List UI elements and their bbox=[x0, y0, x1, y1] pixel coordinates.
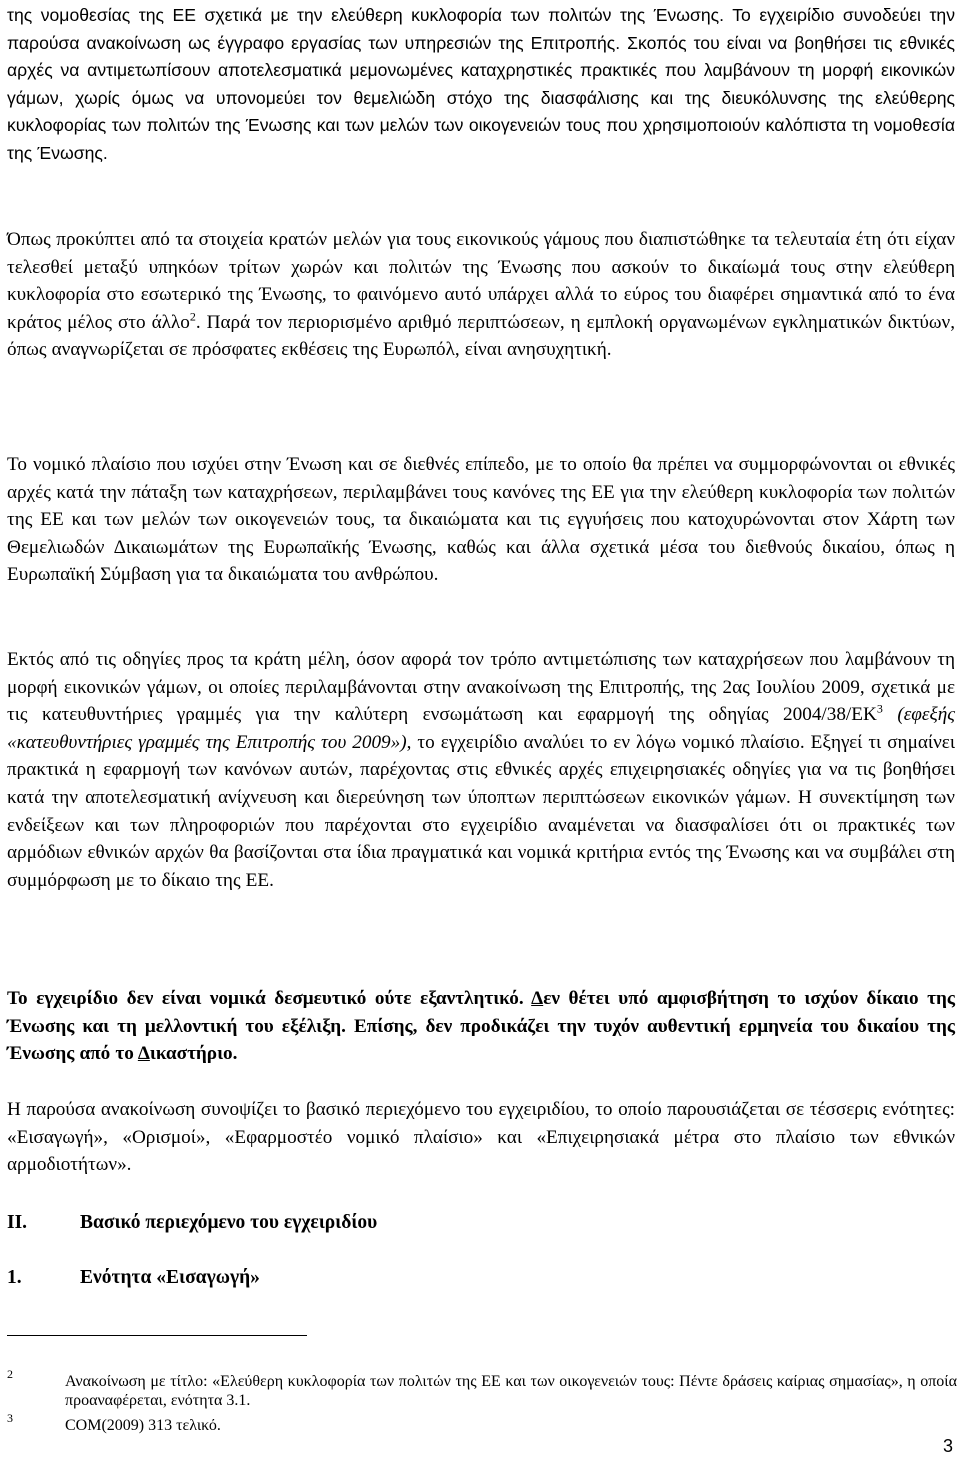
paragraph-3-text-a: Εκτός από τις οδηγίες προς τα κράτη μέλη, όσον αφορά τον τρόπο αντιμετώπισης των καταχρήσεων που λαμβάνουν τη μορφή εικονικών γάμων, οι οποίες περιλαμβάνονται στην ανακοίνωση της Επιτροπής, της 2ας Ιουλίου 2009, σχετικά με τις κατευθυντήριες γραμμές για την καλύτερη ενσωμάτωση και εφαρμογή της οδηγίας 2004/38/ΕΚ bbox=[7, 649, 955, 726]
section-heading-ii-title: Βασικό περιεχόμενο του εγχειριδίου bbox=[80, 1212, 378, 1233]
section-heading-1-number: 1. bbox=[7, 1267, 22, 1288]
paragraph-4-text-b: εν θέτει υπό αμφισβήτηση το ισχύον δίκαιο της Ένωσης και τη μελλοντική του εξέλιξη. Επίσης, δεν προδικάζει την τυχόν αυθεντική ερμηνεία του δικαίου της Ένωσης από το bbox=[7, 988, 955, 1065]
footnote-separator bbox=[7, 1335, 307, 1336]
paragraph-5: Η παρούσα ανακοίνωση συνοψίζει το βασικό περιεχόμενο του εγχειριδίου, το οποίο παρουσιάζεται σε τέσσερις ενότητες: «Εισαγωγή», «Ορισμοί», «Εφαρμοστέο νομικό πλαίσιο» και «Επιχειρησιακά μέτρα στο πλαίσιο των εθνικών αρμοδιοτήτων». bbox=[7, 1099, 955, 1176]
footnote-3-text: COM(2009) 313 τελικό. bbox=[65, 1417, 221, 1434]
paragraph-4-underlined-2: Δ bbox=[137, 1043, 150, 1065]
footnote-2-mark: 2 bbox=[7, 1367, 13, 1381]
footnote-ref-3[interactable]: 3 bbox=[876, 701, 883, 716]
section-heading-1-title: Ενότητα «Εισαγωγή» bbox=[80, 1267, 260, 1288]
footnote-3-mark: 3 bbox=[7, 1411, 13, 1425]
paragraph-1 bbox=[7, 226, 955, 364]
footnote-3 bbox=[7, 1411, 957, 1435]
paragraph-1-text-a: Όπως προκύπτει από τα στοιχεία κρατών μελών για τους εικονικούς γάμους που διαπιστώθηκε τα τελευταία έτη ότι είχαν τελεσθεί μεταξύ υπηκόων τρίτων χωρών και πολιτών της Ένωσης που ασκούν το δικαίωμά τους στην ελεύθερη κυκλοφορία στο εσωτερικό της Ένωσης, το φαινόμενο αυτό υπάρχει αλλά το εύρος του διαφέρει σημαντικά από το ένα κράτος μέλος στο άλλο bbox=[7, 229, 955, 333]
paragraph-4-disclaimer bbox=[7, 985, 955, 1068]
section-heading-ii bbox=[7, 1212, 377, 1234]
footnote-ref-2[interactable]: 2 bbox=[189, 309, 196, 324]
paragraph-3 bbox=[7, 646, 955, 894]
paragraph-3-italic: (εφεξής «κατευθυντήριες γραμμές της Επιτροπής του 2009») bbox=[7, 704, 956, 753]
paragraph-2: Το νομικό πλαίσιο που ισχύει στην Ένωση και σε διεθνές επίπεδο, με το οποίο θα πρέπει να συμμορφώνονται οι εθνικές αρχές κατά την πάταξη των καταχρήσεων, περιλαμβάνει τους κανόνες της ΕΕ για την ελεύθερη κυκλοφορία των πολιτών της ΕΕ και των μελών των οικογενειών τους, τα δικαιώματα και τις εγγυήσεις που κατοχυρώνονται στον Χάρτη των Θεμελιωδών Δικαιωμάτων της Ευρωπαϊκής Ένωσης, καθώς και άλλα σχετικά μέσα του διεθνούς δικαίου, όπως η Ευρωπαϊκή Σύμβαση για τα δικαιώματα του ανθρώπου. bbox=[7, 454, 955, 586]
footnote-2-text: Ανακοίνωση με τίτλο: «Ελεύθερη κυκλοφορία των πολιτών της ΕΕ και των οικογενειών τους: Πέντε δράσεις καίριας σημασίας», η οποία προαναφέρεται, ενότητα 3.1. bbox=[65, 1373, 957, 1409]
section-heading-1 bbox=[7, 1267, 260, 1289]
footnote-2 bbox=[7, 1367, 957, 1410]
paragraph-1-text-b: . Παρά τον περιορισμένο αριθμό περιπτώσεων, η εμπλοκή οργανωμένων εγκληματικών δικτύων, όπως αναγνωρίζεται σε πρόσφατες εκθέσεις της Ευρωπόλ, είναι ανησυχητική. bbox=[7, 311, 956, 361]
section-heading-ii-number: II. bbox=[7, 1212, 28, 1233]
intro-paragraph: της νομοθεσίας της ΕΕ σχετικά με την ελεύθερη κυκλοφορία των πολιτών της Ένωσης. Το εγχειρίδιο συνοδεύει την παρούσα ανακοίνωση ως έγγραφο εργασίας των υπηρεσιών της Επιτροπής. Σκοπός του είναι να βοηθήσει τις εθνικές αρχές να αντιμετωπίσουν αποτελεσματικά μεμονωμένες καταχρηστικές πρακτικές που λαμβάνουν τη μορφή εικονικών γάμων, χωρίς όμως να υπονομεύει τον θεμελιώδη στόχο της διασφάλισης και της διευκόλυνσης της ελεύθερης κυκλοφορίας των πολιτών της Ένωσης και των μελών των οικογενειών τους που χρησιμοποιούν καλόπιστα τη νομοθεσία της Ένωσης. bbox=[7, 5, 955, 163]
paragraph-4-text-a: Το εγχειρίδιο δεν είναι νομικά δεσμευτικό ούτε εξαντλητικό. bbox=[7, 988, 532, 1009]
paragraph-3-text-b: , το εγχειρίδιο αναλύει το εν λόγω νομικό πλαίσιο. Εξηγεί τι σημαίνει πρακτικά η εφαρμογή των κανόνων αυτών, παρέχοντας στις εθνικές αρχές επιχειρησιακές οδηγίες για να τις βοηθήσει κατά την αποτελεσματική ανίχνευση και διερεύνηση των ύποπτων περιπτώσεων εικονικών γάμων. Η συνεκτίμηση των ενδείξεων και των πληροφοριών που παρέχονται στο εγχειρίδιο αναμένεται να διασφαλίσει ότι οι πρακτικές των αρμόδιων εθνικών αρχών θα βασίζονται στα ίδια πραγματικά και νομικά κριτήρια εντός της Ένωσης και να συμβάλει στη συμμόρφωση με το δίκαιο της ΕΕ. bbox=[7, 731, 955, 891]
paragraph-4-underlined-1: Δ bbox=[531, 988, 544, 1009]
paragraph-4-text-c: ικαστήριο. bbox=[149, 1043, 238, 1065]
page-number: 3 bbox=[942, 1436, 953, 1456]
